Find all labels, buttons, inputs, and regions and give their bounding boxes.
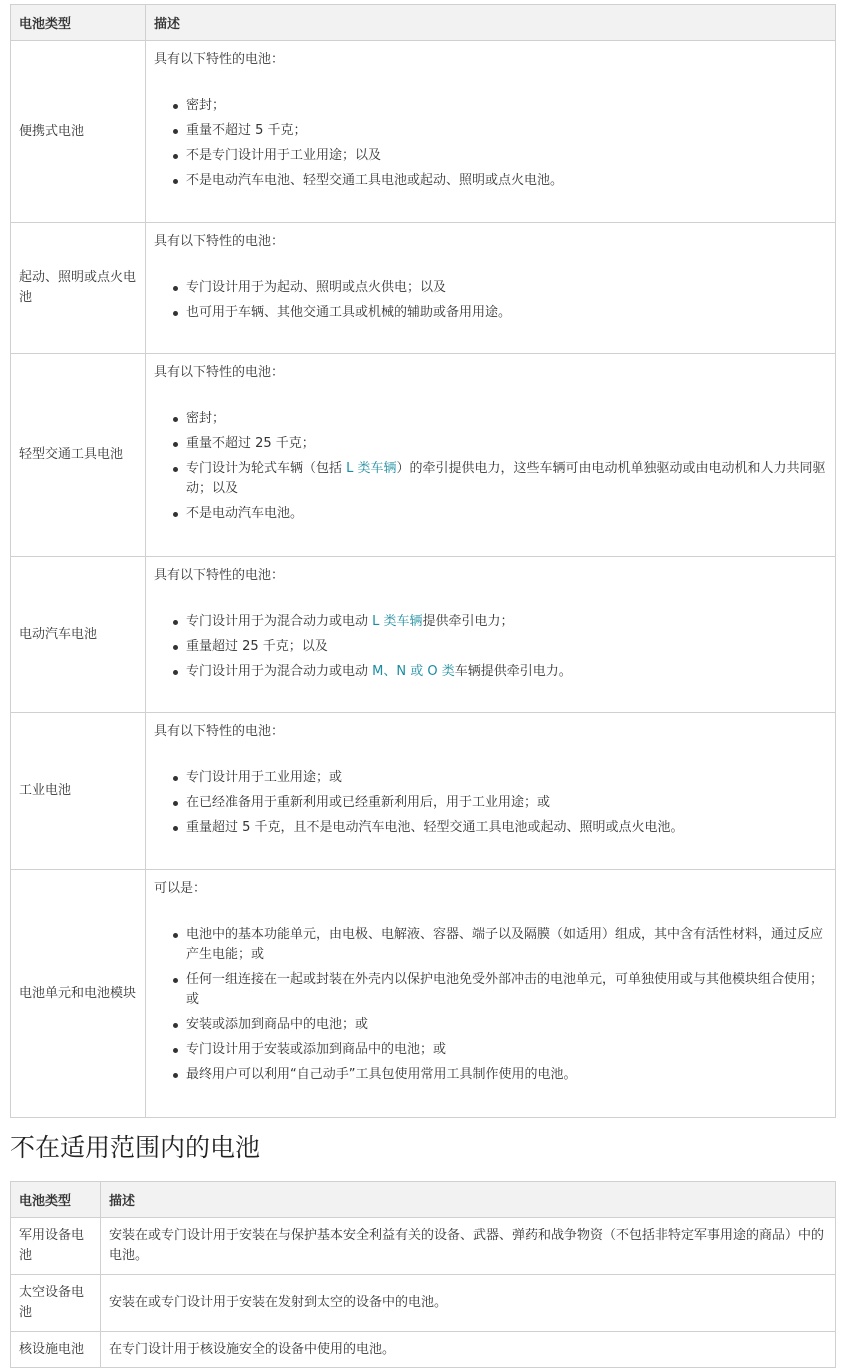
table-row xyxy=(11,870,836,1118)
column-header-description: 描述 xyxy=(101,1182,836,1218)
battery-type-cell: 太空设备电池 xyxy=(11,1275,101,1332)
list-item: 也可用于车辆、其他交通工具或机械的辅助或备用用途。 xyxy=(186,303,827,323)
list-item: 重量不超过 5 千克； xyxy=(186,121,827,141)
battery-type-cell: 便携式电池 xyxy=(11,41,146,223)
column-header-type: 电池类型 xyxy=(11,1182,101,1218)
description-intro: 可以是： xyxy=(154,881,207,896)
description-cell: 在专门设计用于核设施安全的设备中使用的电池。 xyxy=(101,1332,836,1368)
out-of-scope-battery-table xyxy=(10,1181,836,1368)
list-item: 重量不超过 25 千克； xyxy=(186,434,827,454)
list-item: 安装或添加到商品中的电池；或 xyxy=(186,1015,827,1035)
list-item-text: ）的牵引提供电力，这些车辆可由电动机单独驱动或由电动机和人力共同驱动；以及 xyxy=(186,461,826,496)
list-item: 不是电动汽车电池。 xyxy=(186,504,827,524)
list-item: 不是电动汽车电池、轻型交通工具电池或起动、照明或点火电池。 xyxy=(186,171,827,191)
description-cell xyxy=(146,713,836,870)
bullet-list xyxy=(154,768,827,838)
list-item: 不是专门设计用于工业用途；以及 xyxy=(186,146,827,166)
list-item: 任何一组连接在一起或封装在外壳内以保护电池免受外部冲击的电池单元，可单独使用或与其他模块组合使用；或 xyxy=(186,970,827,1010)
list-item xyxy=(186,662,827,682)
battery-type-cell: 军用设备电池 xyxy=(11,1218,101,1275)
list-item-text: 车辆提供牵引电力。 xyxy=(454,664,572,679)
table-row xyxy=(11,713,836,870)
table-row xyxy=(11,41,836,223)
section-heading-out-of-scope: 不在适用范围内的电池 xyxy=(10,1133,261,1162)
description-cell: 安装在或专门设计用于安装在发射到太空的设备中的电池。 xyxy=(101,1275,836,1332)
description-cell xyxy=(146,223,836,354)
description-intro: 具有以下特性的电池： xyxy=(154,234,285,249)
list-item-text: 专门设计为轮式车辆（包括 xyxy=(186,461,347,476)
bullet-list xyxy=(154,925,827,1085)
description-intro: 具有以下特性的电池： xyxy=(154,52,285,67)
description-cell: 安装在或专门设计用于安装在与保护基本安全利益有关的设备、武器、弹药和战争物资（不包括非特定军事用途的商品）中的电池。 xyxy=(101,1218,836,1275)
list-item: 最终用户可以利用“自己动手”工具包使用常用工具制作使用的电池。 xyxy=(186,1065,827,1085)
description-cell xyxy=(146,354,836,557)
description-intro: 具有以下特性的电池： xyxy=(154,724,285,739)
table-row xyxy=(11,1332,836,1368)
vehicle-category-link[interactable]: M、N 或 O 类 xyxy=(372,664,455,679)
battery-type-cell: 工业电池 xyxy=(11,713,146,870)
list-item: 专门设计用于为起动、照明或点火供电；以及 xyxy=(186,278,827,298)
list-item-text: 提供牵引电力； xyxy=(422,614,514,629)
in-scope-battery-table xyxy=(10,4,836,1118)
list-item: 重量超过 25 千克；以及 xyxy=(186,637,827,657)
description-intro: 具有以下特性的电池： xyxy=(154,365,285,380)
list-item: 密封； xyxy=(186,409,827,429)
list-item: 在已经准备用于重新利用或已经重新利用后，用于工业用途；或 xyxy=(186,793,827,813)
table-row xyxy=(11,354,836,557)
description-cell xyxy=(146,557,836,713)
list-item-text: 专门设计用于为混合动力或电动 xyxy=(186,664,373,679)
list-item xyxy=(186,612,827,632)
bullet-list xyxy=(154,612,827,682)
vehicle-category-link[interactable]: L 类车辆 xyxy=(346,461,397,476)
table-header-row xyxy=(11,5,836,41)
description-intro: 具有以下特性的电池： xyxy=(154,568,285,583)
description-cell xyxy=(146,41,836,223)
list-item xyxy=(186,459,827,499)
column-header-type: 电池类型 xyxy=(11,5,146,41)
battery-type-cell: 轻型交通工具电池 xyxy=(11,354,146,557)
table-row xyxy=(11,1275,836,1332)
list-item: 电池中的基本功能单元，由电极、电解液、容器、端子以及隔膜（如适用）组成，其中含有活性材料，通过反应产生电能；或 xyxy=(186,925,827,965)
bullet-list xyxy=(154,96,827,191)
table-row xyxy=(11,223,836,354)
list-item-text: 专门设计用于为混合动力或电动 xyxy=(186,614,373,629)
battery-type-cell: 电动汽车电池 xyxy=(11,557,146,713)
description-cell xyxy=(146,870,836,1118)
table-header-row xyxy=(11,1182,836,1218)
battery-type-cell: 起动、照明或点火电池 xyxy=(11,223,146,354)
table-row xyxy=(11,1218,836,1275)
bullet-list xyxy=(154,409,827,524)
list-item: 专门设计用于工业用途；或 xyxy=(186,768,827,788)
table-row xyxy=(11,557,836,713)
battery-type-cell: 核设施电池 xyxy=(11,1332,101,1368)
list-item: 专门设计用于安装或添加到商品中的电池；或 xyxy=(186,1040,827,1060)
bullet-list xyxy=(154,278,827,323)
column-header-description: 描述 xyxy=(146,5,836,41)
battery-type-cell: 电池单元和电池模块 xyxy=(11,870,146,1118)
vehicle-category-link[interactable]: L 类车辆 xyxy=(372,614,423,629)
list-item: 重量超过 5 千克，且不是电动汽车电池、轻型交通工具电池或起动、照明或点火电池。 xyxy=(186,818,827,838)
list-item: 密封； xyxy=(186,96,827,116)
